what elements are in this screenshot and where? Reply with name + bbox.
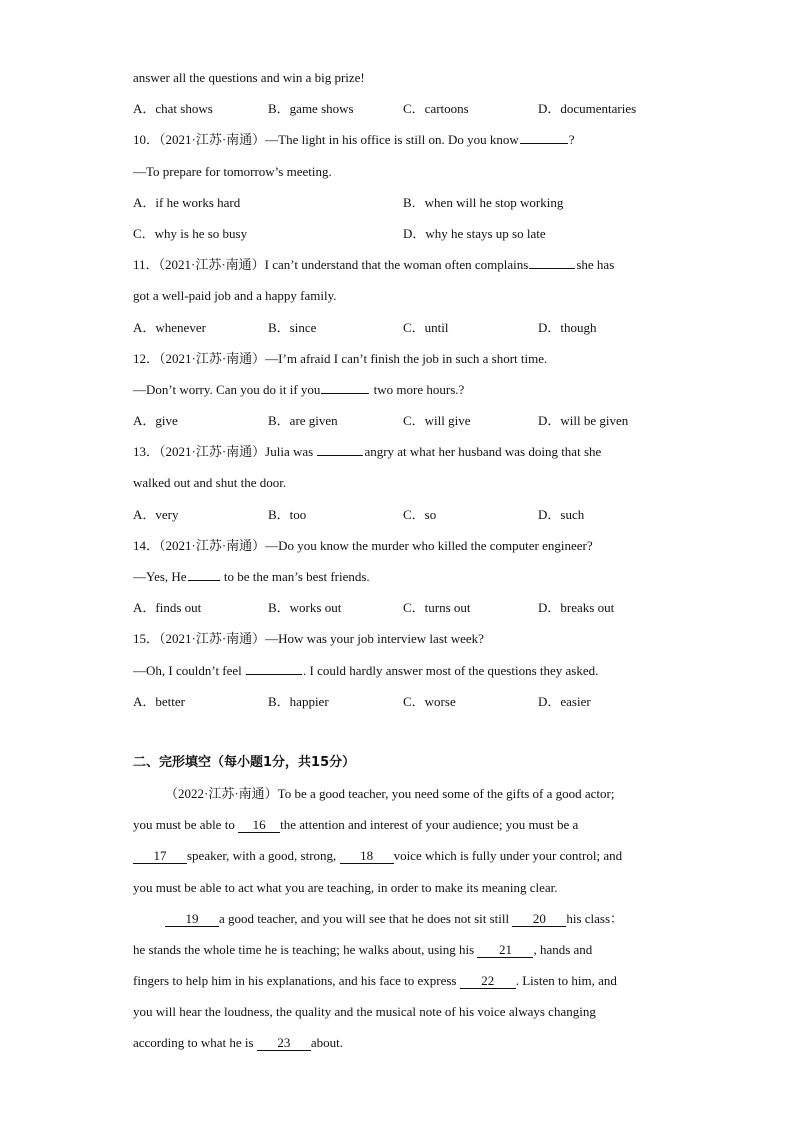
q9-option-d[interactable]: D．documentaries [538, 101, 637, 117]
q15-option-d[interactable]: D．easier [538, 693, 591, 709]
q15-option-b[interactable]: B．happier [268, 693, 329, 709]
q15-blank[interactable] [246, 660, 302, 675]
q10-blank[interactable] [520, 129, 568, 144]
q13-stem: 13．（2021·江苏·南通）Julia was angry at what her husband was doing that she [133, 436, 673, 467]
q10-option-d[interactable]: D．why he stays up so late [403, 225, 546, 241]
q13-options [133, 499, 673, 530]
q13-blank[interactable] [317, 441, 363, 456]
q11-blank[interactable] [529, 254, 575, 269]
q9-tail: answer all the questions and win a big prize! [133, 70, 365, 85]
q9-option-b[interactable]: B．game shows [268, 101, 354, 117]
q15-option-c[interactable]: C．worse [403, 693, 456, 709]
cloze-blank-19[interactable]: 19 [165, 912, 219, 927]
q12-option-d[interactable]: D．will be given [538, 413, 629, 429]
cloze-blank-16[interactable]: 16 [238, 818, 280, 833]
q11-option-c[interactable]: C．until [403, 319, 449, 335]
q13-option-a[interactable]: A．very [133, 506, 179, 522]
q9-options [133, 93, 673, 124]
cloze-blank-18[interactable]: 18 [340, 849, 394, 864]
q13-line2: walked out and shut the door. [133, 475, 287, 491]
q15-option-a[interactable]: A．better [133, 693, 185, 709]
q10-option-a[interactable]: A．if he works hard [133, 194, 241, 210]
q10-option-b[interactable]: B．when will he stop working [403, 194, 564, 210]
cloze-blank-23[interactable]: 23 [257, 1036, 311, 1051]
q10-options-row2 [133, 218, 673, 249]
q10-stem: 10．（2021·江苏·南通）—The light in his office is still on. Do you know ? [133, 124, 673, 155]
cloze-paragraph-2: 19 a good teacher, and you will see that he does not sit still 20 his class： he stands the whole time he is teaching; he walks about, using his 21 , hands and fingers to help him in his explanations, and his face to express 22 . Listen to him, and you will hear the loudness, the quality and the musical note of his voice always changing according to what he is 23 about. [133, 910, 624, 1051]
q11-line2: got a well-paid job and a happy family. [133, 288, 337, 304]
q15-reply: —Oh, I couldn’t feel . I could hardly answer most of the questions they asked. [133, 655, 673, 686]
exam-page [133, 62, 673, 1059]
q13-option-b[interactable]: B．too [268, 506, 307, 522]
q14-stem: 14．（2021·江苏·南通）—Do you know the murder who killed the computer engineer? [133, 537, 593, 553]
section-title-cloze: 二、完形填空（每小题1分，共15分） [133, 754, 356, 770]
cloze-blank-22[interactable]: 22 [460, 974, 516, 989]
q12-option-a[interactable]: A．give [133, 413, 178, 429]
q10-options [133, 187, 673, 218]
q14-option-c[interactable]: C．turns out [403, 600, 471, 616]
cloze-blank-20[interactable]: 20 [512, 912, 566, 927]
q14-option-a[interactable]: A．finds out [133, 600, 202, 616]
q13-option-c[interactable]: C．so [403, 506, 437, 522]
q14-reply: —Yes, He to be the man’s best friends. [133, 561, 673, 592]
q9-option-c[interactable]: C．cartoons [403, 101, 469, 117]
q14-options [133, 592, 673, 623]
q11-option-d[interactable]: D．though [538, 319, 597, 335]
q12-reply: —Don’t worry. Can you do it if you two more hours.? [133, 374, 673, 405]
q12-options [133, 405, 673, 436]
q14-blank[interactable] [188, 566, 220, 581]
q11-stem: 11．（2021·江苏·南通）I can’t understand that the woman often complains she has [133, 249, 673, 280]
q11-option-a[interactable]: A．whenever [133, 319, 206, 335]
q10-option-c[interactable]: C．why is he so busy [133, 225, 248, 241]
q10-reply: —To prepare for tomorrow’s meeting. [133, 163, 332, 179]
q12-option-b[interactable]: B．are given [268, 413, 338, 429]
q15-stem: 15．（2021·江苏·南通）—How was your job interview last week? [133, 631, 484, 647]
cloze-blank-21[interactable]: 21 [477, 943, 533, 958]
q15-options [133, 686, 673, 717]
cloze-blank-17[interactable]: 17 [133, 849, 187, 864]
q14-option-b[interactable]: B．works out [268, 600, 342, 616]
q14-option-d[interactable]: D．breaks out [538, 600, 615, 616]
q12-blank[interactable] [321, 379, 369, 394]
q12-option-c[interactable]: C．will give [403, 413, 471, 429]
q11-options [133, 312, 673, 343]
q11-option-b[interactable]: B．since [268, 319, 317, 335]
cloze-paragraph-1: （2022·江苏·南通）To be a good teacher, you need some of the gifts of a good actor; you must be able to 16 the attention and interest of your audience; you must be a 17 speaker, with a good, strong, 18 voice which is fully under your control; and you must be able to act what you are teaching, in order to make its meaning clear. [133, 785, 623, 895]
q12-stem: 12．（2021·江苏·南通）—I’m afraid I can’t finish the job in such a short time. [133, 350, 548, 366]
q13-option-d[interactable]: D．such [538, 506, 585, 522]
q9-option-a[interactable]: A．chat shows [133, 101, 213, 117]
